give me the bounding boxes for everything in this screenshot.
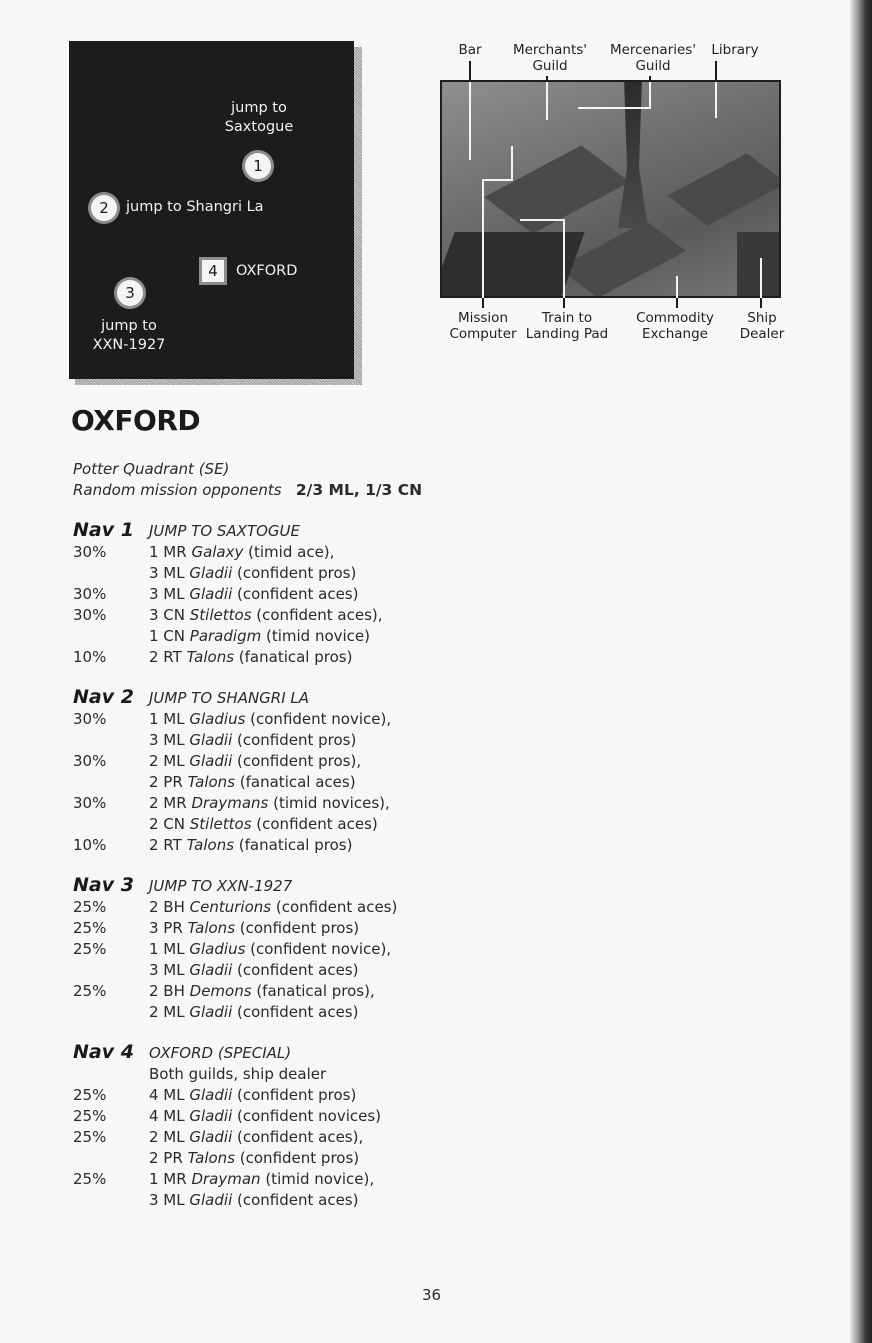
nav-label: Nav 1	[73, 519, 134, 541]
nav-section	[73, 875, 473, 1023]
page-binding-edge	[850, 0, 872, 1343]
encounter-row	[73, 793, 473, 835]
leader-line-train-h	[520, 219, 565, 221]
encounter-lines	[149, 542, 473, 584]
leader-line-library-top	[715, 61, 717, 81]
callout-ship-line2: Dealer	[739, 326, 785, 342]
encounter-line	[149, 772, 473, 793]
callout-mission-computer	[448, 310, 518, 342]
callout-library	[705, 42, 765, 58]
system-title: OXFORD	[71, 404, 201, 437]
encounter-row	[73, 918, 473, 939]
nav-destination: JUMP TO SAXTOGUE	[149, 522, 301, 540]
pilot-skill: (confident aces)	[232, 585, 359, 603]
central-tower	[618, 80, 648, 228]
page-number: 36	[422, 1286, 442, 1304]
leader-line-mercenaries-h	[578, 107, 651, 109]
node-3-label	[79, 317, 179, 355]
opponents-line	[73, 481, 422, 499]
encounter-line	[149, 563, 473, 584]
encounter-row	[73, 939, 473, 981]
node-1-label-line2: Saxtogue	[224, 119, 294, 135]
leader-line-commodity	[676, 276, 678, 298]
ship-count-faction: 2 RT	[149, 836, 187, 854]
callout-merchants-line2: Guild	[532, 58, 568, 74]
nav-destination: JUMP TO SHANGRI LA	[149, 689, 310, 707]
ship-type: Gladii	[189, 1191, 233, 1209]
encounter-lines	[149, 709, 473, 751]
base-screenshot	[440, 80, 781, 298]
encounter-lines	[149, 1085, 473, 1106]
callout-mercenaries-line2: Guild	[635, 58, 671, 74]
encounter-row	[73, 1085, 473, 1106]
pilot-skill: (fanatical pros)	[234, 648, 353, 666]
encounter-line	[149, 584, 473, 605]
encounter-lines	[149, 939, 473, 981]
encounter-line	[149, 897, 473, 918]
encounter-line	[149, 709, 473, 730]
ship-count-faction: 2 ML	[149, 752, 190, 770]
ship-count-faction: 4 ML	[149, 1086, 190, 1104]
nav-label: Nav 3	[73, 874, 134, 896]
encounter-probability: 10%	[73, 836, 107, 854]
nav-destination: JUMP TO XXN-1927	[149, 877, 293, 895]
callout-train-line1: Train to	[541, 310, 593, 326]
leader-line-mission-h	[482, 179, 513, 181]
ship-count-faction: 3 PR	[149, 919, 188, 937]
encounter-line	[149, 626, 473, 647]
nav-destination: OXFORD (SPECIAL)	[149, 1044, 292, 1062]
ship-count-faction: 2 ML	[149, 1003, 190, 1021]
ship-type: Gladii	[189, 752, 233, 770]
encounter-row	[73, 897, 473, 918]
ship-type: Gladii	[189, 585, 233, 603]
nav-header	[73, 520, 473, 542]
pilot-skill: (confident aces)	[232, 961, 359, 979]
encounter-probability: 25%	[73, 1107, 107, 1125]
pilot-skill: (confident aces)	[271, 898, 398, 916]
encounter-line	[149, 605, 473, 626]
node-1-label	[219, 99, 299, 137]
encounter-lines	[149, 1169, 473, 1211]
ship-type: Gladii	[189, 961, 233, 979]
encounter-line	[149, 1190, 473, 1211]
pilot-skill: (confident pros)	[235, 919, 360, 937]
callout-merchants-guild	[505, 42, 595, 74]
nav-header	[73, 875, 473, 897]
leader-line-commodity-bottom	[676, 298, 678, 308]
encounter-line	[149, 1169, 473, 1190]
encounter-lines	[149, 605, 473, 647]
leader-line-ship-dealer	[760, 258, 762, 298]
pilot-skill: (confident pros)	[232, 564, 357, 582]
leader-line-library	[715, 82, 717, 118]
pct-spacer	[73, 1064, 149, 1085]
opponents-value: 2/3 ML, 1/3 CN	[295, 481, 423, 499]
encounter-row	[73, 584, 473, 605]
encounter-row	[73, 1106, 473, 1127]
leader-line-mercenaries	[649, 82, 651, 108]
ship-count-faction: 2 PR	[149, 773, 188, 791]
leader-line-mission-v1	[511, 146, 513, 180]
ship-count-faction: 2 BH	[149, 898, 190, 916]
encounter-probability: 25%	[73, 898, 107, 916]
ship-count-faction: 2 MR	[149, 794, 192, 812]
callout-mission-line2: Computer	[449, 326, 517, 342]
encounter-lines	[149, 647, 473, 668]
encounter-row	[73, 751, 473, 793]
nav-point-1-number: 1	[253, 157, 263, 175]
encounter-row	[73, 1127, 473, 1169]
ship-type: Gladius	[189, 710, 246, 728]
encounter-line	[149, 1148, 473, 1169]
pilot-skill: (confident pros)	[235, 1149, 360, 1167]
encounter-lines	[149, 835, 473, 856]
pilot-skill: (fanatical aces)	[235, 773, 356, 791]
pilot-skill: (fanatical pros)	[234, 836, 353, 854]
ship-count-faction: 1 MR	[149, 543, 192, 561]
encounter-line	[149, 542, 473, 563]
node-3-label-line1: jump to	[101, 318, 157, 334]
pilot-skill: (confident novice),	[245, 940, 392, 958]
encounter-line	[149, 939, 473, 960]
pilot-skill: (confident aces)	[232, 1003, 359, 1021]
encounter-probability: 25%	[73, 1170, 107, 1188]
ship-type: Gladii	[189, 1107, 233, 1125]
node-2-label: jump to Shangri La	[126, 199, 264, 215]
encounter-row	[73, 1169, 473, 1211]
ship-type: Stilettos	[189, 606, 252, 624]
ship-type: Gladii	[189, 731, 233, 749]
node-4-label: OXFORD	[236, 263, 298, 279]
callout-train-line2: Landing Pad	[525, 326, 609, 342]
encounter-line	[149, 835, 473, 856]
encounter-probability: 30%	[73, 543, 107, 561]
encounter-probability: 25%	[73, 1086, 107, 1104]
ship-type: Gladius	[189, 940, 246, 958]
opponents-label: Random mission opponents	[73, 481, 282, 499]
encounter-line	[149, 793, 473, 814]
encounter-row	[73, 709, 473, 751]
nav-label: Nav 4	[73, 1041, 134, 1063]
encounter-line	[149, 918, 473, 939]
ship-type: Galaxy	[191, 543, 244, 561]
node-3-label-line2: XXN-1927	[92, 337, 166, 353]
pilot-skill: (confident pros)	[232, 731, 357, 749]
landing-zone-2	[667, 153, 781, 225]
encounter-row	[73, 981, 473, 1023]
nav-point-3-marker	[117, 280, 143, 306]
encounter-lines	[149, 918, 473, 939]
ship-type: Talons	[186, 836, 235, 854]
encounter-row	[73, 605, 473, 647]
encounter-line	[149, 814, 473, 835]
leader-line-mercenaries-top	[649, 76, 651, 81]
leader-line-mission-bottom	[482, 298, 484, 308]
ship-type: Stilettos	[189, 815, 252, 833]
nav-point-3-number: 3	[125, 284, 135, 302]
ship-dealer-building	[737, 232, 781, 298]
pilot-skill: (confident novices)	[232, 1107, 382, 1125]
encounter-line	[149, 1127, 473, 1148]
pilot-skill: (confident pros)	[232, 1086, 357, 1104]
encounter-probability: 30%	[73, 752, 107, 770]
encounter-line	[149, 1106, 473, 1127]
encounter-line	[149, 730, 473, 751]
pilot-skill: (timid novice),	[260, 1170, 375, 1188]
encounter-line	[149, 981, 473, 1002]
pilot-skill: (confident pros),	[232, 752, 362, 770]
ship-count-faction: 2 CN	[149, 815, 190, 833]
ship-count-faction: 3 CN	[149, 606, 190, 624]
pilot-skill: (confident aces)	[251, 815, 378, 833]
ship-count-faction: 2 RT	[149, 648, 187, 666]
pilot-skill: (confident aces),	[251, 606, 383, 624]
nav-point-4-marker	[202, 260, 224, 282]
ship-type: Gladii	[189, 1086, 233, 1104]
ship-count-faction: 3 ML	[149, 1191, 190, 1209]
ship-count-faction: 3 ML	[149, 564, 190, 582]
callout-ship-dealer	[738, 310, 786, 342]
callout-bar	[452, 42, 488, 58]
encounter-line	[149, 1002, 473, 1023]
callout-commodity-exchange	[630, 310, 720, 342]
pilot-skill: (timid ace),	[243, 543, 335, 561]
nav-section	[73, 687, 473, 856]
callout-mercenaries-line1: Mercenaries'	[609, 42, 697, 58]
callout-bar-line1: Bar	[458, 42, 482, 58]
node-1-label-line1: jump to	[231, 100, 287, 116]
ship-count-faction: 1 MR	[149, 1170, 192, 1188]
encounter-probability: 25%	[73, 940, 107, 958]
callout-mission-line1: Mission	[457, 310, 509, 326]
leader-line-bar	[469, 82, 471, 160]
nav-section	[73, 1042, 473, 1211]
ship-type: Gladii	[189, 564, 233, 582]
encounter-probability: 25%	[73, 1128, 107, 1146]
pilot-skill: (timid novices),	[268, 794, 390, 812]
callout-merchants-line1: Merchants'	[512, 42, 588, 58]
encounter-lines	[149, 897, 473, 918]
ship-type: Talons	[187, 773, 236, 791]
ship-type: Demons	[189, 982, 252, 1000]
leader-line-merchants	[546, 82, 548, 120]
quadrant-line	[73, 460, 229, 478]
encounter-probability: 30%	[73, 585, 107, 603]
encounter-row	[73, 647, 473, 668]
nav-point-2-marker	[91, 195, 117, 221]
encounter-lines	[149, 751, 473, 793]
callout-commodity-line1: Commodity	[636, 310, 714, 326]
ship-type: Gladii	[189, 1003, 233, 1021]
ship-type: Talons	[187, 1149, 236, 1167]
nav-point-2-number: 2	[99, 199, 109, 217]
encounter-probability: 30%	[73, 606, 107, 624]
encounter-line	[149, 647, 473, 668]
ship-type: Drayman	[191, 1170, 261, 1188]
encounter-row	[73, 542, 473, 584]
ship-count-faction: 3 ML	[149, 585, 190, 603]
encounter-lines	[149, 793, 473, 835]
ship-type: Paradigm	[189, 627, 262, 645]
encounter-lines	[149, 981, 473, 1023]
encounter-probability: 25%	[73, 919, 107, 937]
leader-line-ship-dealer-bottom	[760, 298, 762, 308]
ship-count-faction: 2 BH	[149, 982, 190, 1000]
pilot-skill: (confident novice),	[245, 710, 392, 728]
ship-type: Draymans	[191, 794, 269, 812]
ship-type: Centurions	[189, 898, 272, 916]
callout-library-line1: Library	[711, 42, 759, 58]
encounter-lines	[149, 584, 473, 605]
encounter-probability: 10%	[73, 648, 107, 666]
encounter-probability: 30%	[73, 794, 107, 812]
nav-label: Nav 2	[73, 686, 134, 708]
encounter-line	[149, 1085, 473, 1106]
nav-point-4-number: 4	[208, 262, 218, 280]
leader-line-merchants-top	[546, 76, 548, 81]
encounter-line	[149, 751, 473, 772]
nav-section	[73, 520, 473, 668]
ship-type: Talons	[187, 919, 236, 937]
ship-count-faction: 1 ML	[149, 940, 190, 958]
nav-point-1-marker	[245, 153, 271, 179]
star-map	[69, 41, 354, 379]
encounter-lines	[149, 1127, 473, 1169]
ship-count-faction: 3 ML	[149, 731, 190, 749]
callout-mercenaries-guild	[603, 42, 703, 74]
pilot-skill: (fanatical pros),	[251, 982, 375, 1000]
callout-train-to-landing-pad	[522, 310, 612, 342]
encounter-probability: 30%	[73, 710, 107, 728]
ship-count-faction: 1 ML	[149, 710, 190, 728]
leader-line-train-v	[563, 219, 565, 298]
nav-note: Both guilds, ship dealer	[149, 1065, 327, 1083]
leader-line-mission-v2	[482, 179, 484, 298]
ship-count-faction: 1 CN	[149, 627, 190, 645]
pilot-skill: (confident aces),	[232, 1128, 364, 1146]
leader-line-train-bottom	[563, 298, 565, 308]
pilot-skill: (confident aces)	[232, 1191, 359, 1209]
ship-count-faction: 4 ML	[149, 1107, 190, 1125]
encounter-lines	[149, 1106, 473, 1127]
ship-count-faction: 2 ML	[149, 1128, 190, 1146]
callout-ship-line1: Ship	[747, 310, 777, 326]
nav-header	[73, 1042, 473, 1064]
nav-note-row	[73, 1064, 473, 1085]
callout-commodity-line2: Exchange	[642, 326, 708, 342]
quadrant-text: Potter Quadrant (SE)	[73, 460, 230, 478]
ship-count-faction: 3 ML	[149, 961, 190, 979]
encounter-line	[149, 960, 473, 981]
encounter-probability: 25%	[73, 982, 107, 1000]
pilot-skill: (timid novice)	[261, 627, 370, 645]
encounter-row	[73, 835, 473, 856]
ship-count-faction: 2 PR	[149, 1149, 188, 1167]
ship-type: Gladii	[189, 1128, 233, 1146]
ship-type: Talons	[186, 648, 235, 666]
nav-header	[73, 687, 473, 709]
leader-line-bar-top	[469, 61, 471, 81]
